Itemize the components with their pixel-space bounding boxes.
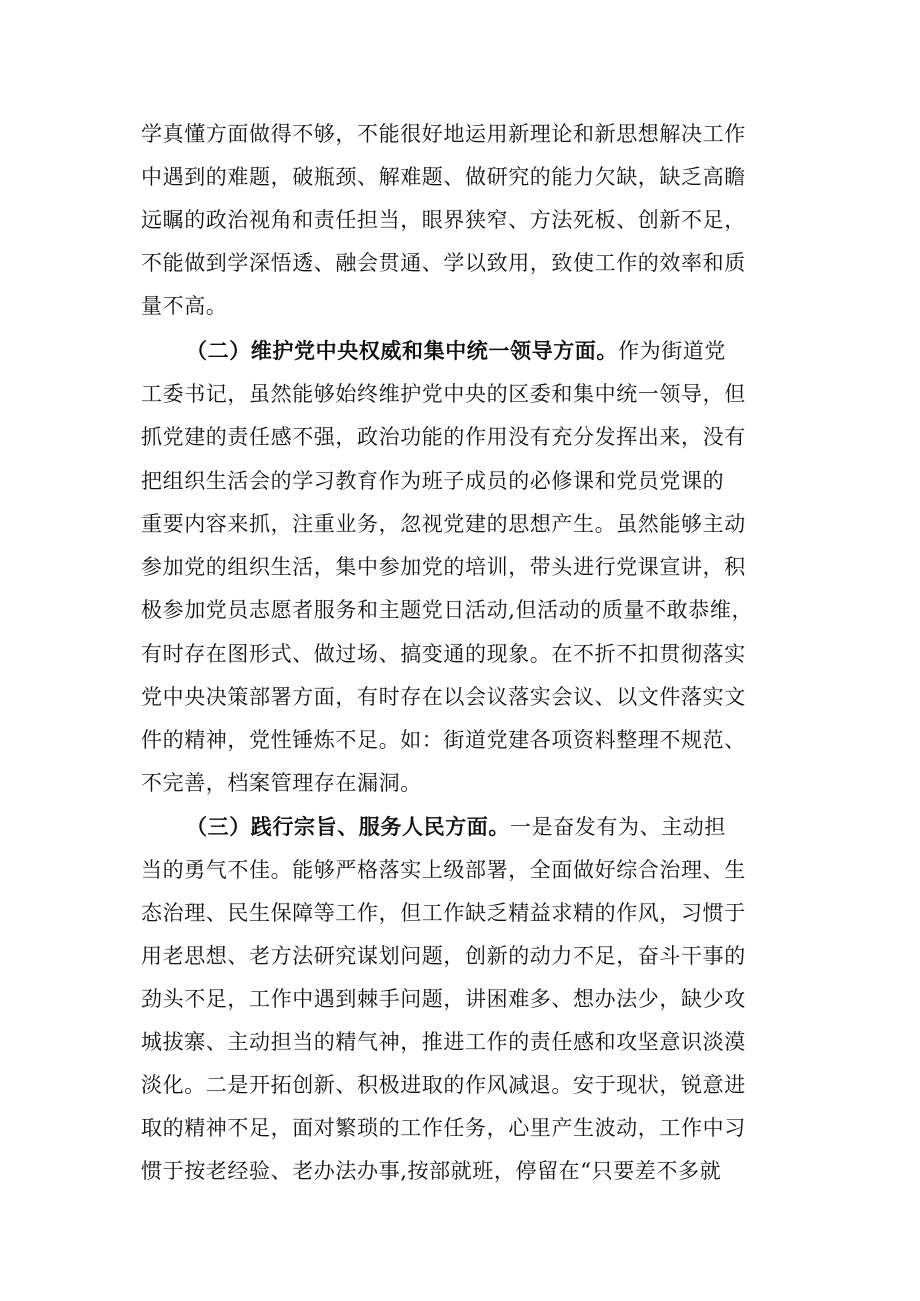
text-line: 态治理、民生保障等工作，但工作缺乏精益求精的作风，习惯于 — [141, 901, 746, 925]
text-line: 件的精神，党性锤炼不足。如：街道党建各项资料整理不规范、 — [141, 728, 746, 752]
text-line: 淡化。二是开拓创新、积极进取的作风减退。安于现状，锐意进 — [141, 1073, 746, 1097]
section-3-heading: （三）践行宗旨、服务人民方面。 — [186, 815, 510, 839]
section-3-text: 一是奋发有为、主动担 — [510, 815, 726, 839]
text-line: 量不高。 — [141, 294, 228, 318]
text-line: 工委书记，虽然能够始终维护党中央的区委和集中统一领导，但 — [141, 382, 746, 406]
text-line: 当的勇气不佳。能够严格落实上级部署，全面做好综合治理、生 — [141, 858, 746, 882]
text-line: 不能做到学深悟透、融会贯通、学以致用，致使工作的效率和质 — [141, 251, 746, 275]
section-3-first-line — [186, 806, 791, 848]
text-line: 用老思想、老方法研究谋划问题，创新的动力不足，奋斗干事的 — [141, 944, 746, 968]
text-line: 不完善，档案管理存在漏洞。 — [141, 771, 422, 795]
section-2-first-line — [186, 330, 791, 372]
text-line: 有时存在图形式、做过场、搞变通的现象。在不折不扣贯彻落实 — [141, 642, 746, 666]
text-line: 取的精神不足，面对繁琐的工作任务，心里产生波动，工作中习 — [141, 1116, 746, 1140]
text-line: 劲头不足，工作中遇到棘手问题，讲困难多、想办法少，缺少攻 — [141, 987, 746, 1011]
text-line: 学真懂方面做得不够，不能很好地运用新理论和新思想解决工作 — [141, 122, 746, 146]
section-2-heading: （二）维护党中央权威和集中统一领导方面。 — [186, 339, 618, 363]
text-line: 参加党的组织生活，集中参加党的培训，带头进行党课宣讲，积 — [141, 555, 746, 579]
text-line: 重要内容来抓，注重业务，忽视党建的思想产生。虽然能够主动 — [141, 512, 746, 536]
text-line: 抓党建的责任感不强，政治功能的作用没有充分发挥出来，没有 — [141, 425, 746, 449]
text-line: 城拔寨、主动担当的精气神，推进工作的责任感和攻坚意识淡漠 — [141, 1030, 746, 1054]
text-line: 把组织生活会的学习教育作为班子成员的必修课和党员党课的 — [141, 469, 725, 493]
text-line: 极参加党员志愿者服务和主题党日活动,但活动的质量不敢恭维， — [141, 598, 754, 622]
text-line: 中遇到的难题，破瓶颈、解难题、做研究的能力欠缺，缺乏高瞻 — [141, 165, 746, 189]
text-line: 惯于按老经验、老办法办事,按部就班，停留在“只要差不多就 — [141, 1159, 722, 1183]
section-2-text: 作为街道党 — [618, 339, 726, 363]
text-line: 远瞩的政治视角和责任担当，眼界狭窄、方法死板、创新不足， — [141, 208, 746, 232]
text-line: 党中央决策部署方面，有时存在以会议落实会议、以文件落实文 — [141, 685, 746, 709]
